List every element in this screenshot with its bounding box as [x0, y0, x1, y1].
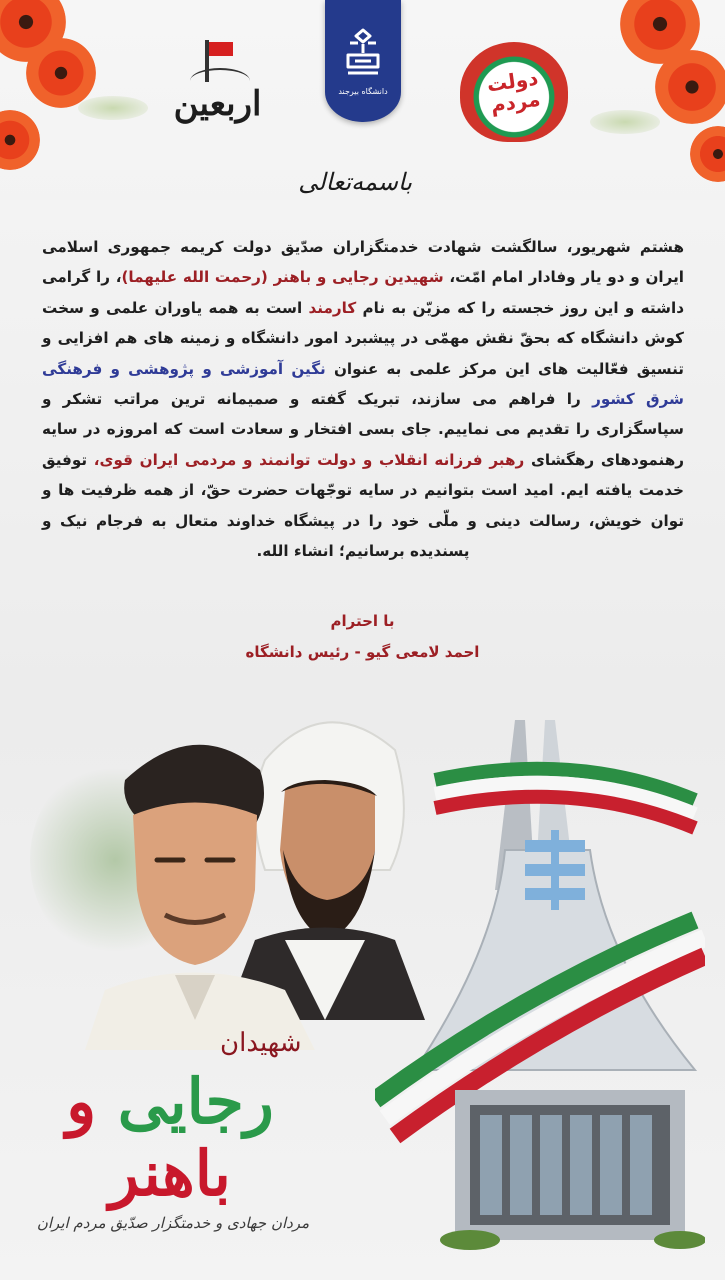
highlight-leadership: رهبر فرزانه انقلاب و دولت توانمند و مردمی ایران قوی،	[93, 450, 525, 469]
dowlat-mardom-logo-text: دولت مردم	[485, 65, 542, 118]
arbaeen-logo	[155, 40, 280, 140]
poppy-flower-decoration	[690, 126, 725, 182]
leaf-decoration	[78, 96, 148, 120]
caption-name-rajaei: رجایی	[117, 1065, 274, 1138]
poppy-flower-decoration	[26, 38, 96, 108]
highlight-university-title: نگین آموزشی و پژوهشی و فرهنگی شرق کشور	[42, 359, 684, 409]
university-label: دانشگاه بیرجند	[338, 86, 388, 96]
university-logo-icon	[342, 27, 384, 81]
message-body	[42, 232, 684, 566]
dowlat-mardom-logo	[460, 42, 568, 142]
message-text: را فراهم می سازند، تبریک گفته و صمیمانه ترین مراتب تشکر و سپاسگزاری را تقدیم می نماییم. جای بسی افتخار و سعادت است که امروزه در سایه رهنمودهای رهگشای	[42, 390, 684, 469]
poppy-flower-decoration	[655, 50, 725, 124]
highlight-martyrs-names: شهیدین رجایی و باهنر (رحمت الله علیهما)	[121, 268, 444, 287]
university-emblem	[325, 0, 401, 122]
message-text: ، را گرامی داشته و این روز خجسته را که مزیّن به نام	[42, 268, 684, 317]
caption-name-bahonar: باهنر	[109, 1137, 231, 1210]
message-text: است به همه یاوران علمی و سخت کوش دانشگاه که بحقّ نقش مهمّی در پیشبرد امور دانشگاه و زمینه های هم افزایی و تنسیق فعّالیت های این مرکز علمی به عنوان	[42, 298, 684, 378]
university-tower-illustration	[375, 690, 705, 1250]
caption-names	[30, 1066, 310, 1210]
bismillah-calligraphy: باسمه‌تعالی	[298, 168, 412, 196]
leaf-decoration	[590, 110, 660, 134]
message-text: توفیق خدمت یافته ایم. امید است بتوانیم در سایه توجّهات حضرت حقّ، از همه ظرفیت ها و توان خویش، رسالت دینی و ملّی خود را در پیشگاه خداوند متعال به فرجام نیک و پسندیده برسانیم؛ انشاء الله.	[42, 450, 684, 561]
signature-author: احمد لامعی گیو - رئیس دانشگاه	[245, 643, 480, 661]
message-text: هشتم شهریور، سالگشت شهادت خدمتگزاران صدّیق دولت کریمه جمهوری اسلامی ایران و دو یار وفادار امام امّت،	[42, 238, 684, 287]
highlight-employee: کارمند	[308, 298, 357, 317]
portrait-rajaei-illustration	[85, 720, 315, 1050]
caption-shahidan: شهیدان	[220, 1028, 302, 1058]
caption-tagline: مردان جهادی و خدمتگزار صدّیق مردم ایران	[36, 1214, 310, 1232]
martyrs-caption	[20, 1018, 310, 1268]
arbaeen-logo-text: اربعین	[173, 84, 262, 124]
caption-connector: و	[66, 1065, 118, 1138]
signature-regards: با احترام	[330, 612, 395, 630]
poppy-flower-decoration	[0, 110, 40, 170]
